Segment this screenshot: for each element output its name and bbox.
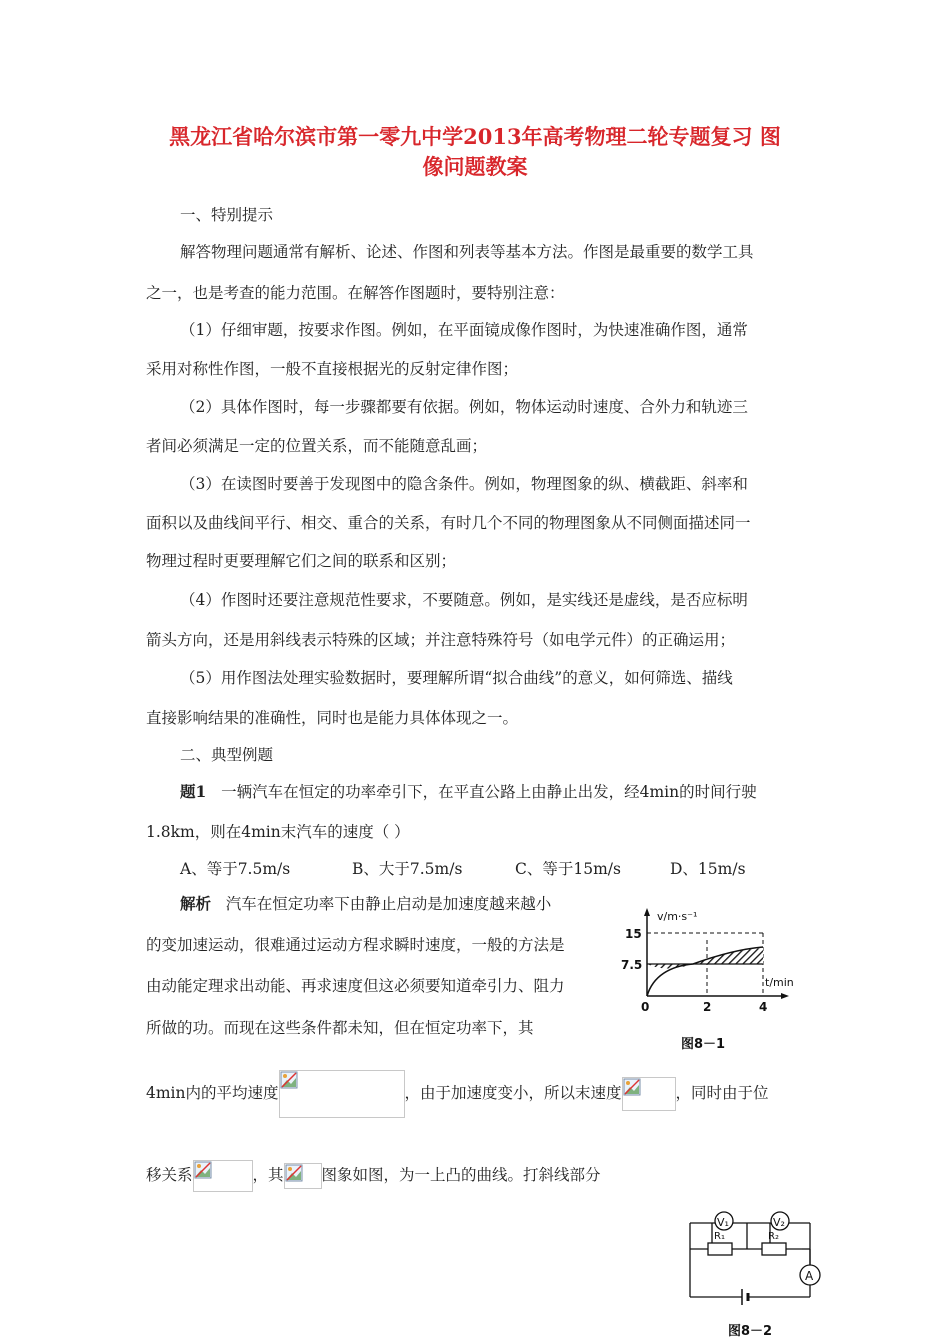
velocity-time-figure [615, 900, 820, 1060]
figure-caption: 图8－1 [681, 1037, 726, 1052]
voltmeter-v1-label: V₁ [717, 1216, 729, 1229]
solution-line-with-formulas: 移关系 ，其 图象如图，为一上凸的曲线。打斜线部分 [146, 1160, 601, 1192]
x-tick-label: 4 [759, 1000, 768, 1014]
formula-image-placeholder [622, 1077, 676, 1111]
paragraph-line: 解答物理问题通常有解析、论述、作图和列表等基本方法。作图是最重要的数学工具 [180, 243, 754, 261]
question-1-line: 题1 一辆汽车在恒定的功率牵引下，在平直公路上由静止出发，经4min的时间行驶 [180, 782, 757, 801]
option-b: B、大于7.5m/s [352, 860, 463, 878]
formula-image-placeholder [279, 1070, 405, 1118]
solution-line: 的变加速运动，很难通过运动方程求瞬时速度，一般的方法是 [146, 936, 565, 954]
broken-image-icon [623, 1078, 641, 1096]
y-axis-arrow [644, 908, 650, 916]
y-tick-label: 15 [625, 927, 642, 941]
voltmeter-v2-label: V₂ [773, 1216, 785, 1229]
option-a: A、等于7.5m/s [180, 860, 291, 878]
page-title: 黑龙江省哈尔滨市第一零九中学2013年高考物理二轮专题复习 图 像问题教案 [169, 124, 781, 179]
resistor-r2-label: R₂ [768, 1231, 779, 1242]
circuit-figure [680, 1205, 825, 1340]
paragraph-line: （3）在读图时要善于发现图中的隐含条件。例如，物理图象的纵、横截距、斜率和 [180, 475, 748, 493]
y-axis-label: v/m·s⁻¹ [657, 910, 698, 923]
ammeter-label: A [805, 1269, 814, 1283]
paragraph-line: 者间必须满足一定的位置关系，而不能随意乱画； [146, 437, 488, 455]
broken-image-icon [285, 1164, 303, 1182]
question-label: 题1 [180, 782, 207, 801]
paragraph-line: 之一，也是考查的能力范围。在解答作图题时，要特别注意： [146, 284, 565, 302]
paragraph-line: 物理过程时更要理解它们之间的联系和区别； [146, 552, 457, 570]
paragraph-line: （2）具体作图时，每一步骤都要有依据。例如，物体运动时速度、合外力和轨迹三 [180, 398, 748, 416]
formula-image-placeholder [284, 1163, 322, 1189]
resistor-r1-label: R₁ [714, 1231, 725, 1242]
x-tick-label: 2 [703, 1000, 712, 1014]
paragraph-line: （4）作图时还要注意规范性要求，不要随意。例如，是实线还是虚线，是否应标明 [180, 591, 748, 609]
section-heading-tips: 一、特别提示 [180, 206, 274, 224]
broken-image-icon [280, 1071, 298, 1089]
x-axis-label: t/min [765, 976, 794, 989]
paragraph-line: （1）仔细审题，按要求作图。例如，在平面镜成像作图时，为快速准确作图，通常 [180, 321, 748, 339]
paragraph-line: 采用对称性作图，一般不直接根据光的反射定律作图； [146, 360, 519, 378]
solution-line-with-formulas: 4min内的平均速度 ，由于加速度变小，所以末速度 ，同时由于位 [146, 1070, 769, 1118]
hatched-area [647, 948, 763, 964]
option-c: C、等于15m/s [515, 860, 621, 878]
y-tick-label: 7.5 [621, 958, 643, 972]
question-1-line: 1.8km，则在4min末汽车的速度（ ） [146, 823, 410, 841]
paragraph-line: 直接影响结果的准确性，同时也是能力具体体现之一。 [146, 709, 519, 727]
paragraph-line: （5）用作图法处理实验数据时，要理解所谓“拟合曲线”的意义，如何筛选、描线 [180, 669, 733, 687]
solution-label: 解析 [180, 894, 212, 913]
option-d: D、15m/s [670, 860, 746, 878]
paragraph-line: 面积以及曲线间平行、相交、重合的关系，有时几个不同的物理图象从不同侧面描述同一 [146, 514, 751, 532]
resistor-r2-icon [762, 1243, 786, 1255]
x-tick-label: 0 [641, 1000, 650, 1014]
formula-image-placeholder [193, 1160, 253, 1192]
solution-line: 由动能定理求出动能、再求速度但这必须要知道牵引力、阻力 [146, 977, 565, 995]
section-heading-examples: 二、典型例题 [180, 746, 274, 764]
figure-caption: 图8－2 [728, 1324, 773, 1339]
x-axis-arrow [781, 993, 789, 999]
solution-line: 所做的功。而现在这些条件都未知，但在恒定功率下，其 [146, 1019, 534, 1037]
solution-line: 解析 汽车在恒定功率下由静止启动是加速度越来越小 [180, 894, 552, 913]
paragraph-line: 箭头方向，还是用斜线表示特殊的区域；并注意特殊符号（如电学元件）的正确运用； [146, 631, 736, 649]
broken-image-icon [194, 1161, 212, 1179]
resistor-r1-icon [708, 1243, 732, 1255]
